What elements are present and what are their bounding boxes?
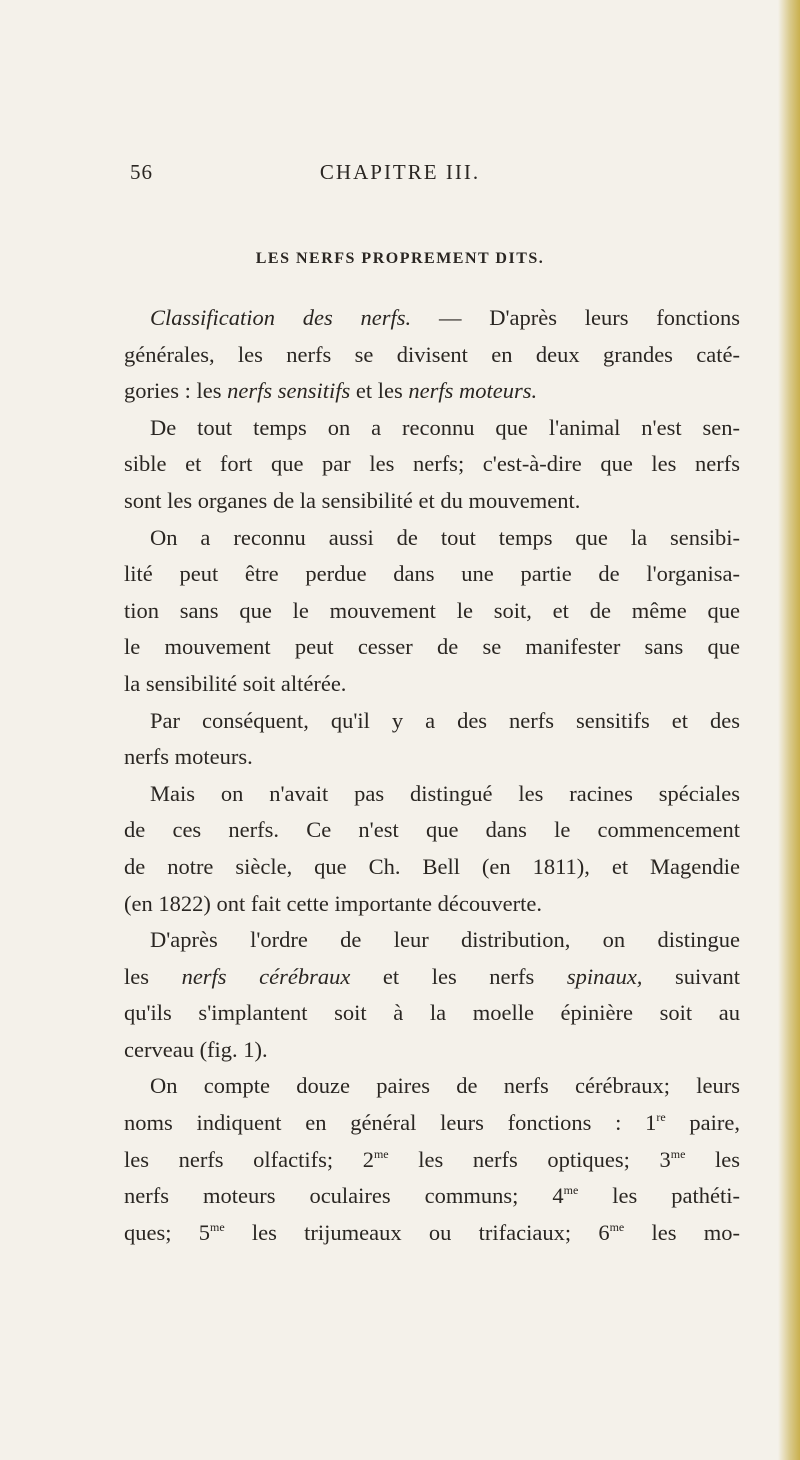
text-line: les nerfs cérébraux et les nerfs spinaux, suivant [124, 963, 740, 989]
text-line: qu'ils s'implantent soit à la moelle épinière soit au [124, 1000, 740, 1026]
text-line: sible et fort que par les nerfs; c'est-à-dire que les nerfs [124, 451, 740, 477]
text-line: Mais on n'avait pas distingué les racines spéciales [150, 780, 740, 806]
text-line: D'après l'ordre de leur distribution, on distingue [150, 927, 740, 953]
section-title: LES NERFS PROPREMENT DITS. [255, 250, 545, 267]
text-line: gories : les nerfs sensitifs et les nerfs moteurs. [124, 378, 538, 404]
page-edge [778, 0, 800, 1460]
chapter-title: CHAPITRE III. [319, 160, 481, 184]
text-line: sont les organes de la sensibilité et du mouvement. [124, 487, 581, 513]
text-line: de ces nerfs. Ce n'est que dans le commencement [124, 817, 740, 843]
text-line: nerfs moteurs oculaires communs; $4^{me}$ les pathéti- [124, 1183, 740, 1209]
running-head [0, 160, 800, 190]
text-line: (en 1822) ont fait cette importante découverte. [124, 890, 542, 916]
text-line: tion sans que le mouvement le soit, et de même que [124, 597, 740, 623]
page-number: 56 [130, 160, 153, 184]
text-line: Par conséquent, qu'il y a des nerfs sensitifs et des [150, 707, 740, 733]
text-line: les nerfs olfactifs; $2^{me}$ les nerfs optiques; $3^{me}$ les [124, 1146, 740, 1172]
text-line: Classification des nerfs. — D'après leurs fonctions [150, 305, 740, 330]
text-line: On a reconnu aussi de tout temps que la sensibi- [150, 524, 740, 550]
body-text [124, 300, 740, 1251]
text-line: nerfs moteurs. [124, 744, 253, 770]
text-line: la sensibilité soit altérée. [124, 670, 347, 696]
text-line: De tout temps on a reconnu que l'animal n'est sen- [150, 414, 740, 440]
text-line: ques; $5^{me}$ les trijumeaux ou trifaciaux; $6^{me}$ les mo- [124, 1219, 740, 1245]
text-line: noms indiquent en général leurs fonctions : 1re paire, [124, 1110, 741, 1136]
text-line: le mouvement peut cesser de se manifester sans que [124, 634, 740, 660]
text-line: générales, les nerfs se divisent en deux grandes caté- [124, 341, 740, 367]
paragraph-heading: Classification des nerfs. [150, 305, 412, 330]
text-line: On compte douze paires de nerfs cérébraux; leurs [150, 1073, 740, 1099]
text-line: cerveau (fig. 1). [124, 1036, 268, 1062]
text-line: de notre siècle, que Ch. Bell (en 1811), et Magendie [124, 853, 740, 879]
text-line: lité peut être perdue dans une partie de l'organisa- [124, 561, 740, 587]
